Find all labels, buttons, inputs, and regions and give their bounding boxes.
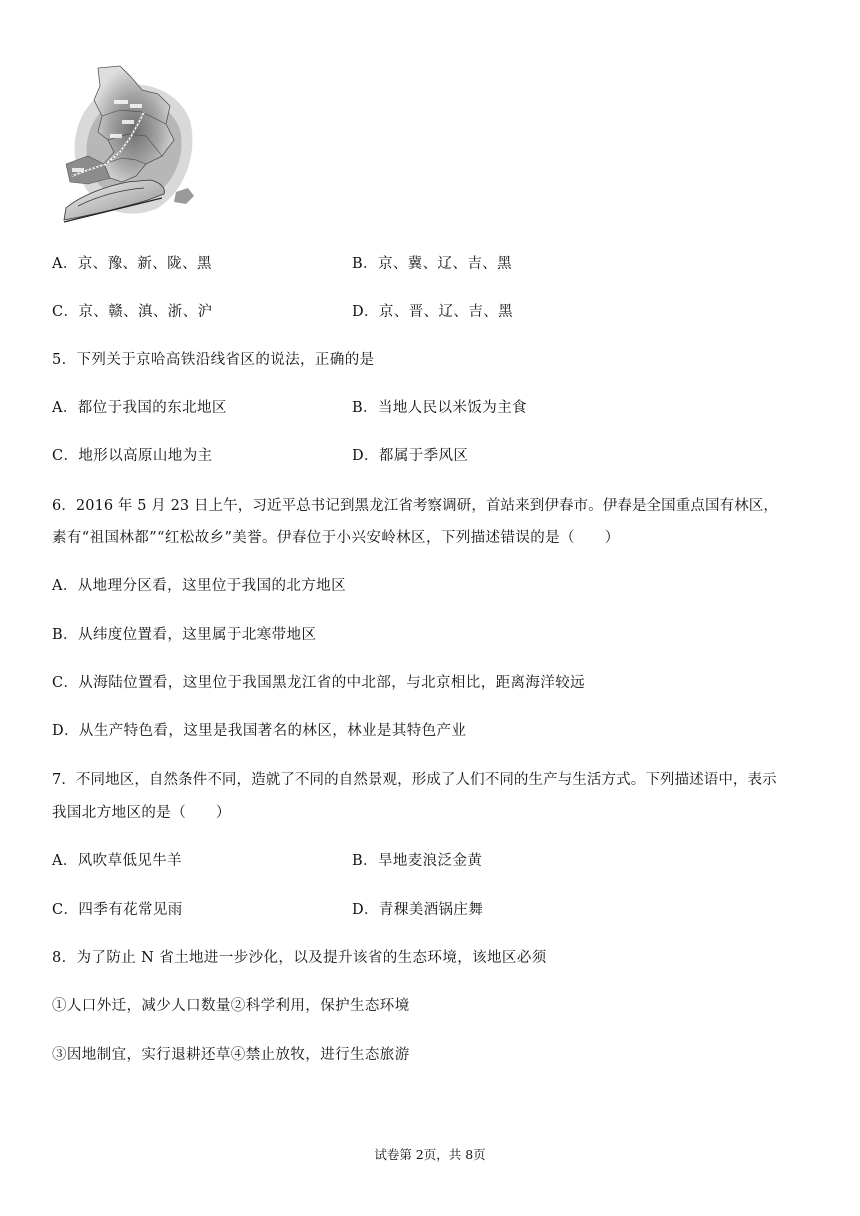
page-footer: 试卷第 2页，共 8页: [374, 1147, 486, 1162]
q4-option-d: D．京、晋、辽、吉、黑: [352, 304, 514, 320]
q7-option-c: C．四季有花常见雨: [52, 902, 183, 918]
q5-option-b: B．当地人民以米饭为主食: [352, 400, 527, 416]
q6-stem-line2: 素有“祖国林都”“红松故乡”美誉。伊春位于小兴安岭林区，下列描述错误的是（ ）: [52, 530, 620, 546]
q7-stem-line2: 我国北方地区的是（ ）: [52, 805, 231, 821]
rail-map-figure: [58, 60, 198, 228]
q7-stem-line1: 7．不同地区，自然条件不同，造就了不同的自然景观，形成了人们不同的生产与生活方式。下列描述语中，表示: [52, 772, 777, 788]
q8-choices-line1: ①人口外迁，减少人口数量②科学利用，保护生态环境: [52, 998, 410, 1014]
q4-option-b: B．京、冀、辽、吉、黑: [352, 256, 513, 272]
q7-option-d: D．青稞美酒锅庄舞: [352, 902, 484, 918]
q7-option-b: B．旱地麦浪泛金黄: [352, 853, 483, 869]
q6-option-d: D．从生产特色看，这里是我国著名的林区，林业是其特色产业: [52, 723, 467, 739]
q6-option-b: B．从纬度位置看，这里属于北寒带地区: [52, 627, 317, 643]
q5-option-a: A．都位于我国的东北地区: [52, 400, 227, 416]
q5-option-c: C．地形以高原山地为主: [52, 448, 213, 464]
q6-option-a: A．从地理分区看，这里位于我国的北方地区: [52, 578, 346, 594]
q6-option-c: C．从海陆位置看，这里位于我国黑龙江省的中北部，与北京相比，距离海洋较远: [52, 675, 585, 691]
q7-option-a: A．风吹草低见牛羊: [52, 853, 183, 869]
q5-stem: 5．下列关于京哈高铁沿线省区的说法，正确的是: [52, 352, 375, 368]
q4-option-c: C．京、赣、滇、浙、沪: [52, 304, 213, 320]
q5-option-d: D．都属于季风区: [352, 448, 469, 464]
q4-option-a: A．京、豫、新、陇、黑: [52, 256, 212, 272]
q8-stem: 8．为了防止 N 省土地进一步沙化，以及提升该省的生态环境，该地区必须: [52, 950, 547, 966]
q6-stem-line1: 6．2016 年 5 月 23 日上午，习近平总书记到黑龙江省考察调研，首站来到伊春市。伊春是全国重点国有林区，: [52, 498, 778, 514]
q8-choices-line2: ③因地制宜，实行退耕还草④禁止放牧，进行生态旅游: [52, 1047, 410, 1063]
